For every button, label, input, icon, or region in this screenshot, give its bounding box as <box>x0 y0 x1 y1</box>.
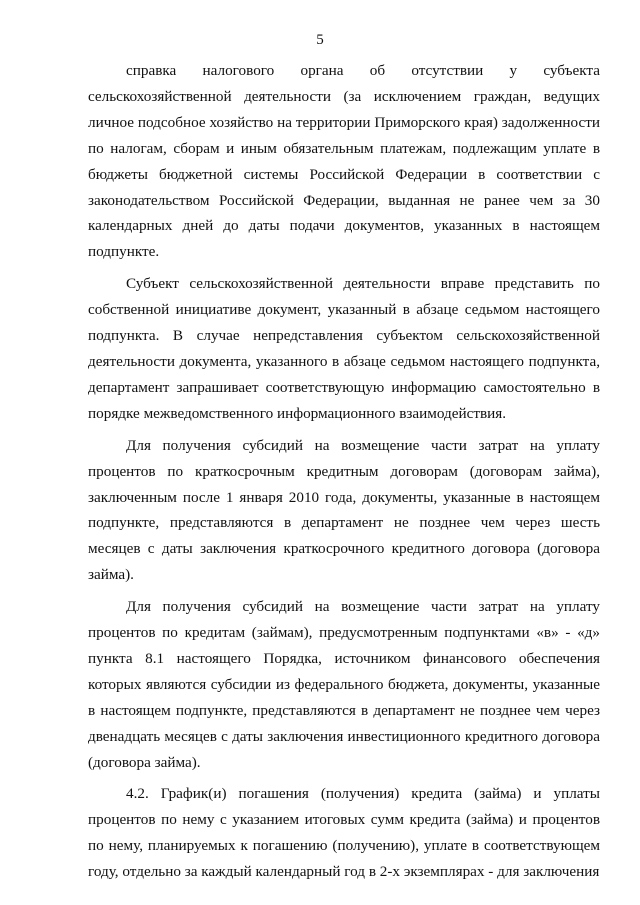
paragraph-tax-certificate: справка налогового органа об отсутствии у субъекта сельскохозяйственной деятельности (за исключением граждан, ведущих личное подсобное хозяйство на территории Приморского края) задолженности по налогам, сборам и иным обязательным платежам, подлежащим уплате в бюджеты бюджетной системы Российской Федерации в соответствии с законодательством Российской Федерации, выданная не ранее чем за 30 календарных дней до даты подачи документов, указанных в настоящем подпункте. <box>88 62 600 261</box>
paragraph-repayment-schedule: 4.2. График(и) погашения (получения) кредита (займа) и уплаты процентов по нему с указанием итоговых сумм кредита (займа) и процентов по нему, планируемых к погашению (получению), уплате в соответствующем году, отдельно за каждый календарный год в 2-х экземплярах - для заключения <box>88 785 600 881</box>
paragraph-own-initiative: Субъект сельскохозяйственной деятельности вправе представить по собственной инициативе документ, указанный в абзаце седьмом настоящего подпункта. В случае непредставления субъектом сельскохозяйственной деятельности документа, указанного в абзаце седьмом настоящего подпункта, департамент запрашивает соответствующую информацию самостоятельно в порядке межведомственного информационного взаимодействия. <box>88 275 600 422</box>
paragraph-investment-loans: Для получения субсидий на возмещение части затрат на уплату процентов по кредитам (займам), предусмотренным подпунктами «в» - «д» пункта 8.1 настоящего Порядка, источником финансового обеспечения которых являются субсидии из федерального бюджета, документы, указанные в настоящем подпункте, представляются в департамент не позднее чем через двенадцать месяцев с даты заключения инвестиционного кредитного договора (договора займа). <box>88 598 600 771</box>
document-body <box>88 58 600 885</box>
paragraph-short-term-loans: Для получения субсидий на возмещение части затрат на уплату процентов по краткосрочным кредитным договорам (договорам займа), заключенным после 1 января 2010 года, документы, указанные в настоящем подпункте, представляются в департамент не позднее чем через шесть месяцев с даты заключения краткосрочного кредитного договора (договора займа). <box>88 436 600 584</box>
page-number: 5 <box>316 32 324 48</box>
